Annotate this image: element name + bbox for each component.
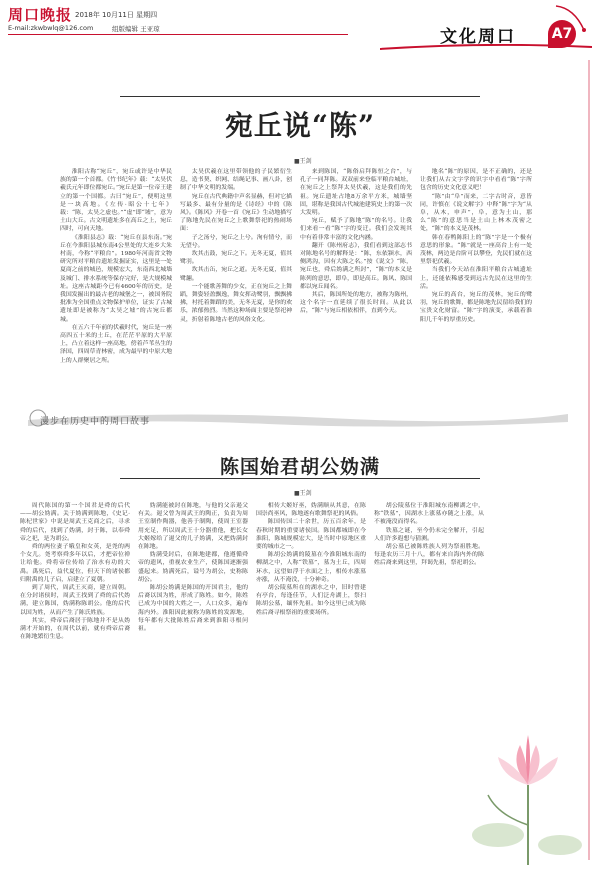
paragraph: 周代陈国的第一个国君是舜的后代——胡公妫满。关于妫满到陈地，《史记·陈杞世家》中说是周武王克商之后，寻求舜的后代，找到了妫满，封于陈，以奉舜帝之祀，是为胡公。	[20, 503, 130, 542]
paragraph: 其实，舜帝后裔居于陈地并不是从妫满才开始的，在周代以前，就有舜帝后裔在陈地繁衍生息。	[20, 617, 130, 641]
paragraph: 来到陈国，“陈俗启拜陈恒之台”，与孔子一同拜陈。双双前来登临平粮台城址，在宛丘之上祭拜太昊伏羲，这是我们的先祖。宛丘遗址占地8万余平方米，城墙坚固，堪称是我国古代城池建筑史上的第一次大发明。	[300, 169, 412, 217]
layout-editor: 组版编辑 王亚琼	[112, 25, 160, 33]
article-1-column	[420, 168, 532, 392]
article-1-column	[300, 168, 412, 392]
article-2-byline: ■王剑	[294, 490, 312, 497]
article-2-column	[20, 502, 130, 862]
paragraph: “陈”由“阜”而来，二字古时音，意皆同，许慎在《说文解字》中释“陈”字为“从阜，从木，申声”，阜，意为土山，那么“陈”的意思当是土山上林木茂密之处，“陈”的本义是茂林。	[420, 193, 532, 233]
paragraph: 铁墓之谜，至今仍未完全解开，引起人们许多遐想与猜测。	[374, 527, 484, 542]
paragraph: 胡公墓已被陈姓族人列为祭祖胜地。每逢农历三月十八，都有来自海内外的陈姓后裔来到这里，拜谒先祖，祭祀胡公。	[374, 544, 484, 567]
section-band-label: 漫步在历史中的周口故事	[40, 417, 151, 427]
paragraph: 妫满受封后，在陈地建都，他遵循舜帝的遗风，重视农业生产，使陈国逐渐强盛起来。妫满死后，谥号为胡公，史称陈胡公。	[138, 552, 248, 583]
paragraph: 在五六千年前的伏羲时代，宛丘是一座高四五十米的土丘，在茫茫平原的大平原上，凸立着这样一座高地，傍着芦苇丛生的泽国，四周草青林密，成为最早的中原大地上的人群聚居之所。	[60, 324, 172, 364]
page-header	[0, 0, 600, 72]
paragraph: 妫满能被封在陈地，与他的父亲遏父有关。遏父曾为周武王的陶正，负责为周王室制作陶器，他善于制陶，使周王室器用充足，所以周武王十分器重他，把长女大姬嫁给了遏父的儿子妫满，又把妫满封在陈地。	[138, 503, 248, 551]
article-1-column	[60, 168, 172, 392]
paragraph: 陈国传国二十余世，历五百余年，是春秋时期的重要诸侯国。陈国都城即在今淮阳，陈城规模宏大，是当时中原地区重要的城市之一。	[256, 519, 366, 551]
paragraph: 宛丘，赋予了陈地“陈”的名号。让我们来看一看“陈”字的变迁。我们会发现其中有着非常丰富的文化内涵。	[300, 218, 412, 241]
corner-ornament-icon	[554, 4, 588, 34]
paragraph: 其后，陈国所处的地方，被称为陈州，这个名字一直延续了很长时间。从此以后，“陈”与宛丘相依相伴，直到今天。	[300, 292, 412, 315]
article-1-body	[60, 168, 540, 392]
article-2-title: 陈国始君胡公妫满	[219, 456, 380, 478]
header-rule	[8, 34, 348, 35]
paragraph: 宛丘的高台，宛丘的茂林，宛丘的鹭羽，宛丘的歌舞，都是陈地先民留给我们的宝贵文化财富。“陈”字的演变，承载着淮阳几千年的厚重历史。	[420, 292, 532, 323]
article-1-column	[180, 168, 292, 392]
paragraph: 《淮阳县志》载：“宛丘在县东南。”宛丘在今淮阳县城东南4公里处的大连乡大朱村南，今称“平粮台”。1980年河南省文物研究所对平粮台遗址发掘证实，这里是一处夏商之前的城邑，规模宏大，东南西北城墙及城门、排水系统等保存完好，是大规模城址。这座古城距今已有4600年的历史，是我国发掘出的最古老的城堡之一，被国务院批准为全国重点文物保护单位，证实了古城遗址即是被称为“太昊之墟”的古宛丘都城。	[60, 234, 172, 323]
paragraph: 胡公陵墓位于淮阳城东南柳湖之中，称“铁墓”，因湖水上涨墓亦随之上涨，从不被淹没而得名。	[374, 503, 484, 526]
lotus-illustration-icon	[468, 705, 588, 865]
issue-date: 2018年 10月11日 星期四	[75, 11, 158, 19]
article-1-byline: ■王剑	[294, 158, 312, 165]
paragraph: 舜的两位妻子娥皇和女英，是尧的两个女儿。尧考察舜多年以后，才把帝位禅让给他。舜将帝位传给了治水有功的大禹。禹死后，益代夏位，但天下的诸侯都归附禹的儿子启，启建立了夏朝。	[20, 544, 130, 583]
paragraph: 淮阳古称“宛丘”，宛丘或许是中华民族的第一个首都。《竹书纪年》载：“太昊伏羲氏元年即位都宛丘。”宛丘是第一位帝王建立的第一个国都。古曰“宛丘”，便明这里是一块高地。《左传·昭公十七年》载：“陈，太昊之虚也。”“虚”即“墟”，意为土山大丘。古文明遗址多在高丘之上，宛丘四时，可向天地。	[60, 169, 172, 233]
paragraph: 宛丘在古代典籍中声名显赫，但对它描写最多、最有分量的是《诗经》中的《陈风》。《陈风》开卷一首《宛丘》生动地描写了陈地先民在宛丘之上歌舞祭祀的热闹场面：	[180, 193, 292, 233]
paragraph: 韩在春鸭陈阳上的“陈”字是一个极有意思的形象。“陈”就是一座高台上有一处茂林，两边是台阶可以攀登，先民们就在这里祭祀伏羲。	[420, 234, 532, 266]
newspaper-logo: 周口晚报	[8, 6, 73, 24]
paragraph: 陈胡公妫满的陵墓在今淮阳城东南的柳湖之中，人称“铁墓”，墓为土丘，四周环水，远望如浮于水面之上，相传水涨墓亦涨，从不淹没，十分神奇。	[256, 552, 366, 583]
paragraph: 子之汤兮，宛丘之上兮。洵有情兮，而无望兮。	[180, 234, 292, 249]
contact-email: E-mail:zkwbwlq@126.com	[8, 24, 94, 32]
article-1-title: 宛丘说“陈”	[224, 109, 376, 142]
paragraph: 到了周代，周武王灭商，建立周朝。在分封诸侯时，周武王找到了舜的后代妫满，建立陈国，妫满称陈胡公。他的后代以国为姓，从而产生了陈氏姓族。	[20, 585, 130, 616]
title-bottom-rule	[120, 478, 480, 479]
paragraph: 翻开《陈州府志》，我们看到这部志书对陈地名号的解释是：“陈，东依颍水，西侧鸿沟，因有大陈之名。”按《说文》“陈，宛丘也，舜后妫满之所封”，“陈”的本义是陈列的意思，即阜，即是高丘。陈风、陈国都以宛丘闻名。	[300, 242, 412, 290]
article-2-column	[138, 502, 248, 862]
paragraph: 当我们今天站在淮阳平粮台古城遗址上，还能依稀感受到远古先民在这里的生活。	[420, 267, 532, 290]
paragraph: 太昊伏羲在这里带领他的子民繁衍生息，造书契、织网、结绳记事、画八卦，创制了中华文明的发端。	[180, 169, 292, 192]
article-2-column	[256, 502, 366, 862]
paragraph: 一个能歌善舞的少女，正在宛丘之上舞蹈，舞姿轻盈飘逸，舞女挥动鹭羽，飘飘拂拂，衬托着舞蹈的美，无冬无夏，是你的欢乐，浓郁热烈。当然这种场面主要是祭祀神灵，折射着陈地古老的风俗文化。	[180, 283, 292, 323]
paragraph: 地名“陈”的原因，是不正确的，还是让我们从古文字学的识字中看看“陈”字所包含的历史文化意义吧！	[420, 169, 532, 192]
paragraph: 坎其击鼓，宛丘之下。无冬无夏，值其鹭羽。	[180, 251, 292, 266]
paragraph: 陈胡公妫满是陈国的开国君主，他的后裔以国为姓，形成了陈姓。如今，陈姓已成为中国的大姓之一，人口众多，遍布海内外。淮阳因此被称为陈姓的发源地，每年都有大批陈姓后裔来到淮阳寻根问祖。	[138, 585, 248, 633]
paragraph: 胡公陵墓所在的湖水之中，旧时曾建有亭台，每逢佳节，人们泛舟湖上，祭扫陈胡公墓，缅怀先祖。如今这里已成为陈姓后裔寻根祭祖的重要场所。	[256, 585, 366, 616]
paragraph: 坎其击缶，宛丘之道。无冬无夏，值其鹭翿。	[180, 267, 292, 282]
page-number-badge: A7	[548, 20, 576, 48]
paragraph: 相传大姬好巫，妫满顺从其意，在陈国崇尚巫风，陈地遂有歌舞祭祀的风俗。	[256, 503, 366, 518]
section-title: 文化周口	[440, 27, 516, 47]
